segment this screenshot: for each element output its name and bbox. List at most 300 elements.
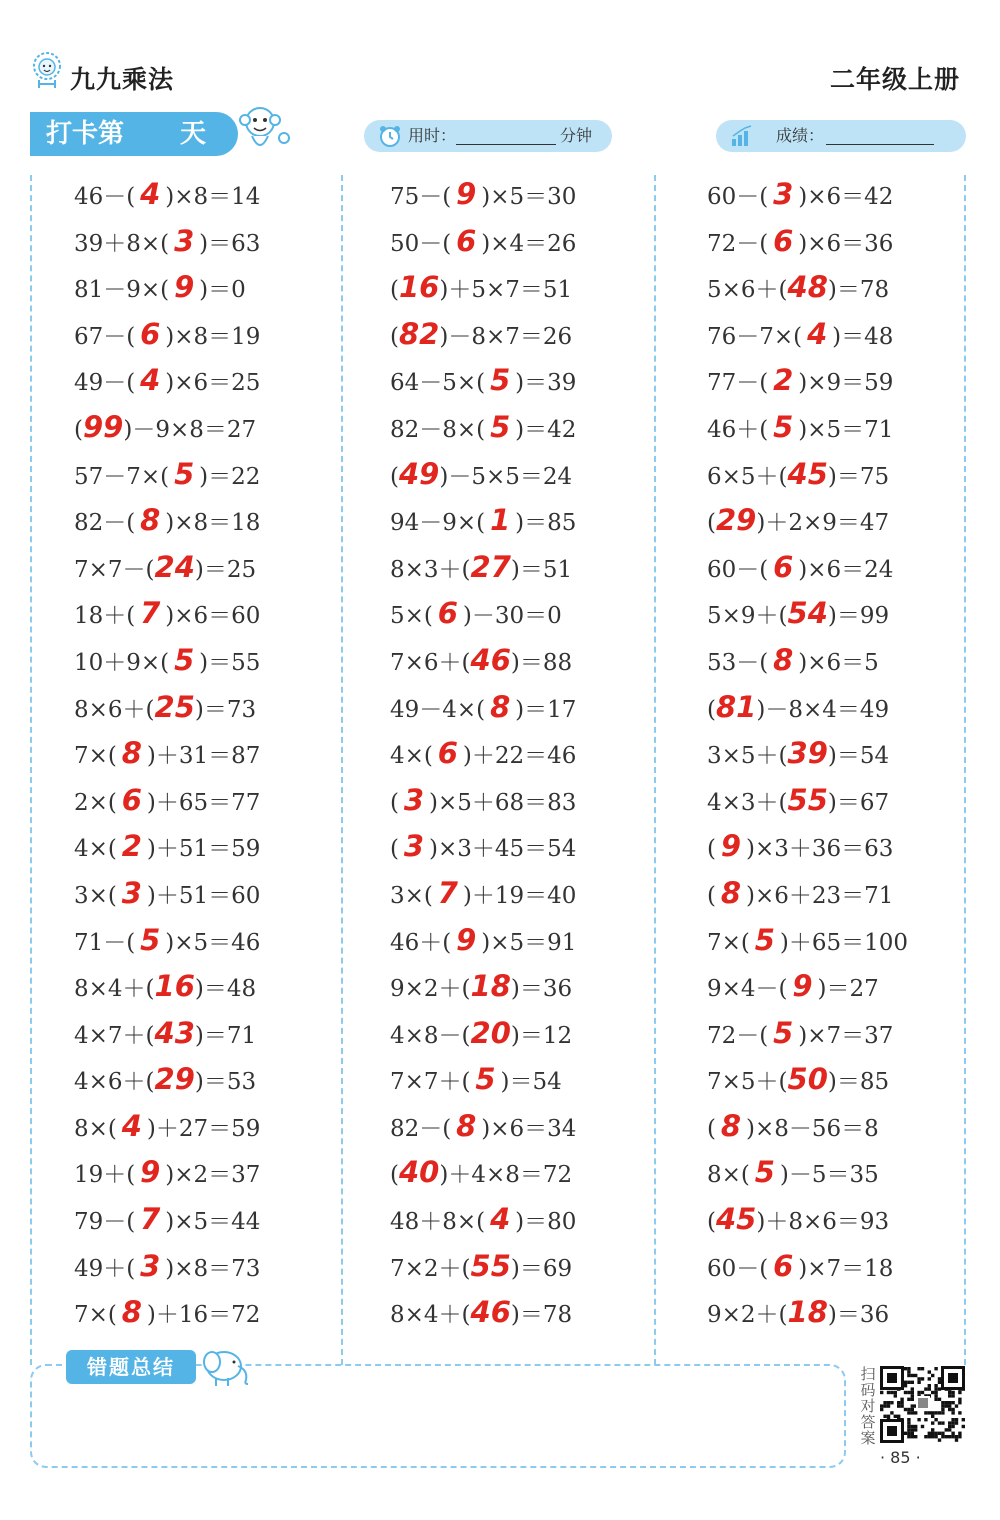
equation-suffix: )＝78 <box>827 277 890 304</box>
equation-row <box>707 544 1000 591</box>
equation-row <box>74 823 374 870</box>
equation-suffix: )＝80 <box>515 1209 577 1236</box>
equation-prefix: 60－( <box>707 184 769 210</box>
answer-blank[interactable]: 8 <box>121 736 142 771</box>
equation-suffix: )＋4×8＝72 <box>439 1162 573 1189</box>
equation-row <box>74 1149 374 1196</box>
equation-prefix: ( <box>390 1162 399 1189</box>
equation-suffix: )×6＝5 <box>798 649 879 676</box>
equation-row <box>74 497 374 544</box>
equation-suffix: )＝25 <box>194 556 257 583</box>
equation-suffix: )＝51 <box>510 556 573 583</box>
equation-suffix: )＝55 <box>199 649 261 676</box>
equation-suffix: )×6＝25 <box>165 370 261 397</box>
answer-blank[interactable]: 6 <box>121 782 142 817</box>
equation-row <box>390 357 690 404</box>
equation-prefix: 49－4×( <box>390 696 486 723</box>
equation-prefix: 8×4＋( <box>74 976 155 1003</box>
equation-row <box>707 1243 1000 1290</box>
answer-blank[interactable]: 8 <box>140 503 161 538</box>
equation-row <box>707 1103 1000 1150</box>
equation-row <box>390 917 690 964</box>
answer-blank[interactable]: 18 <box>470 969 511 1004</box>
equation-suffix: )－30＝0 <box>462 603 562 630</box>
equation-prefix: 5×( <box>390 603 433 630</box>
equation-prefix: ( <box>707 882 716 909</box>
equation-suffix: )＋51＝60 <box>146 882 261 909</box>
equation-prefix: 7×2＋( <box>390 1255 471 1282</box>
answer-blank[interactable]: 9 <box>174 270 195 305</box>
equation-prefix: ( <box>74 416 83 443</box>
equation-suffix: )＋31＝87 <box>146 743 261 770</box>
equation-row <box>390 171 690 218</box>
equation-prefix: ( <box>707 510 716 537</box>
answer-blank[interactable]: 8 <box>121 1295 142 1330</box>
equation-suffix: )＝71 <box>194 1022 257 1049</box>
equation-prefix: ( <box>707 1115 716 1142</box>
answer-blank[interactable]: 5 <box>490 363 511 398</box>
equation-suffix: )×3＋45＝54 <box>428 836 577 863</box>
equation-suffix: )＋51＝59 <box>146 836 261 863</box>
equation-row <box>74 1289 374 1336</box>
equation-suffix: )＋8×6＝93 <box>756 1209 890 1236</box>
answer-blank[interactable]: 20 <box>470 1015 511 1050</box>
equation-row <box>74 311 374 358</box>
equation-suffix: )×8＝19 <box>165 323 261 350</box>
answer-blank[interactable]: 99 <box>82 409 124 444</box>
answer-blank[interactable]: 50 <box>787 1062 828 1097</box>
answer-blank[interactable]: 55 <box>470 1248 511 1283</box>
answer-blank[interactable]: 2 <box>121 829 142 864</box>
equation-suffix: )＝48 <box>832 323 894 350</box>
equation-prefix: 46＋( <box>707 416 769 443</box>
equation-row <box>390 1243 690 1290</box>
answer-blank[interactable]: 9 <box>456 922 477 957</box>
equation-row <box>390 311 690 358</box>
clock-icon <box>378 125 402 147</box>
equation-prefix: 7×6＋( <box>390 649 471 676</box>
equation-prefix: 72－( <box>707 1022 769 1049</box>
page-title: 九九乘法 <box>70 65 175 94</box>
equation-row <box>74 777 374 824</box>
score-box <box>716 120 966 152</box>
equation-suffix: )＝99 <box>827 603 890 630</box>
equation-row <box>390 590 690 637</box>
score-field[interactable] <box>826 144 934 145</box>
equation-row <box>74 404 374 451</box>
equation-row <box>74 870 374 917</box>
mistake-summary-label: 错题总结 <box>66 1350 196 1384</box>
equation-row <box>707 1196 1000 1243</box>
equation-prefix: 64－5×( <box>390 370 486 397</box>
equation-suffix: )×7＝18 <box>798 1255 894 1282</box>
equation-suffix: )×5＝44 <box>165 1209 261 1236</box>
answer-blank[interactable]: 5 <box>754 922 775 957</box>
equation-suffix: )×9＝59 <box>798 370 894 397</box>
answer-blank[interactable]: 18 <box>787 1295 828 1330</box>
equation-row <box>390 1289 690 1336</box>
answer-blank[interactable]: 6 <box>773 549 794 584</box>
equation-row <box>390 730 690 777</box>
equation-suffix: )×2＝37 <box>165 1162 261 1189</box>
equation-suffix: )＝53 <box>194 1069 257 1096</box>
answer-blank[interactable]: 9 <box>792 969 813 1004</box>
answer-blank[interactable]: 4 <box>140 177 161 211</box>
answer-blank[interactable]: 43 <box>154 1015 195 1050</box>
equation-row <box>74 684 374 731</box>
answer-blank[interactable]: 5 <box>773 409 794 444</box>
equation-prefix: 8×6＋( <box>74 696 155 723</box>
checkin-day-label: 天 <box>180 119 207 149</box>
equation-prefix: 46＋( <box>390 929 452 956</box>
answer-blank[interactable]: 45 <box>715 1202 757 1237</box>
equation-row <box>707 777 1000 824</box>
equation-suffix: )×5＋68＝83 <box>428 789 577 816</box>
equation-row <box>390 264 690 311</box>
equation-suffix: )＝36 <box>510 976 573 1003</box>
answer-blank[interactable]: 4 <box>140 363 161 398</box>
answer-blank[interactable]: 5 <box>490 409 511 444</box>
answer-blank[interactable]: 3 <box>140 1248 161 1283</box>
answer-blank[interactable]: 40 <box>398 1155 440 1190</box>
answer-blank[interactable]: 9 <box>720 829 742 864</box>
equation-prefix: 8×4＋( <box>390 1302 471 1329</box>
equation-prefix: 5×9＋( <box>707 603 788 630</box>
answer-blank[interactable]: 6 <box>773 223 794 258</box>
equation-row <box>707 264 1000 311</box>
equation-prefix: ( <box>707 836 716 863</box>
equation-row <box>74 451 374 498</box>
equation-suffix: )＋22＝46 <box>462 743 577 770</box>
equation-suffix: )×5＝71 <box>798 416 894 443</box>
answer-blank[interactable]: 9 <box>140 1155 161 1190</box>
equation-suffix: )－9×8＝27 <box>123 416 257 443</box>
equation-prefix: ( <box>707 696 716 723</box>
equation-prefix: 48＋8×( <box>390 1209 486 1236</box>
equation-prefix: 60－( <box>707 556 769 583</box>
equation-row <box>707 823 1000 870</box>
answer-blank[interactable]: 6 <box>437 736 458 771</box>
equation-prefix: ( <box>390 463 399 490</box>
equation-prefix: 94－9×( <box>390 510 486 537</box>
equation-suffix: )＝63 <box>199 230 261 257</box>
equation-prefix: 8×3＋( <box>390 556 471 583</box>
frame-left-border <box>30 175 32 1365</box>
elephant-icon <box>198 1344 254 1388</box>
equation-row <box>707 1056 1000 1103</box>
equation-suffix: )＋16＝72 <box>146 1302 261 1329</box>
answer-blank[interactable]: 1 <box>490 503 511 538</box>
answer-blank[interactable]: 6 <box>437 596 458 631</box>
answer-blank[interactable]: 5 <box>754 1155 775 1190</box>
equation-prefix: ( <box>390 277 399 304</box>
answer-blank[interactable]: 6 <box>773 1248 794 1283</box>
answer-blank[interactable]: 6 <box>456 223 477 258</box>
equation-prefix: 57－7×( <box>74 463 170 490</box>
equation-row <box>390 451 690 498</box>
page-number: · 85 · <box>880 1448 921 1467</box>
equation-prefix: 18＋( <box>74 603 136 630</box>
answer-blank[interactable]: 16 <box>154 969 195 1004</box>
equation-row <box>390 1149 690 1196</box>
equation-suffix: )＝0 <box>199 277 246 304</box>
equation-suffix: )＝12 <box>510 1022 573 1049</box>
equation-prefix: 39＋8×( <box>74 230 170 257</box>
equation-row <box>707 870 1000 917</box>
answer-blank[interactable]: 3 <box>121 875 142 910</box>
equation-prefix: 81－9×( <box>74 277 170 304</box>
equation-column-2 <box>390 171 690 1336</box>
equation-prefix: 76－7×( <box>707 323 803 350</box>
equation-row <box>74 1196 374 1243</box>
equation-suffix: )＝39 <box>515 370 577 397</box>
equation-suffix: )×5＝91 <box>481 929 577 956</box>
answer-blank[interactable]: 8 <box>773 642 794 677</box>
equation-suffix: )＋5×7＝51 <box>439 277 573 304</box>
equation-suffix: )×6＝36 <box>798 230 894 257</box>
equation-prefix: 8×( <box>707 1162 750 1189</box>
answer-blank[interactable]: 3 <box>403 829 425 864</box>
equation-row <box>74 544 374 591</box>
equation-prefix: 4×7＋( <box>74 1022 155 1049</box>
answer-blank[interactable]: 8 <box>720 1108 742 1143</box>
equation-row <box>707 1289 1000 1336</box>
equation-row <box>390 963 690 1010</box>
equation-suffix: )＋65＝100 <box>779 929 909 956</box>
equation-suffix: )＝78 <box>510 1302 573 1329</box>
equation-row <box>390 1056 690 1103</box>
equation-suffix: )＝85 <box>827 1069 890 1096</box>
equation-suffix: )×8＝73 <box>165 1255 261 1282</box>
equation-suffix: )×6＝34 <box>481 1115 577 1142</box>
equation-row <box>74 1010 374 1057</box>
answer-blank[interactable]: 7 <box>437 875 458 910</box>
answer-blank[interactable]: 25 <box>154 689 195 724</box>
equation-suffix: )×8＝18 <box>165 510 261 537</box>
equation-suffix: )－5＝35 <box>779 1162 879 1189</box>
checkin-label: 打卡第 <box>46 119 125 149</box>
scan-answer-label: 扫码对答案 <box>860 1365 876 1447</box>
equation-suffix: )＋27＝59 <box>146 1115 261 1142</box>
answer-blank[interactable]: 7 <box>140 596 161 631</box>
equation-row <box>390 637 690 684</box>
answer-blank[interactable]: 45 <box>787 456 828 491</box>
time-label: 用时： <box>408 126 457 145</box>
equation-suffix: )＝67 <box>827 789 890 816</box>
answer-blank[interactable]: 4 <box>490 1202 511 1237</box>
equation-prefix: 77－( <box>707 370 769 397</box>
answer-blank[interactable]: 81 <box>715 689 757 724</box>
answer-blank[interactable]: 54 <box>787 596 828 631</box>
equation-prefix: 5×6＋( <box>707 277 788 304</box>
answer-blank[interactable]: 3 <box>174 223 195 258</box>
equation-row <box>390 1103 690 1150</box>
equation-row <box>390 218 690 265</box>
answer-blank[interactable]: 2 <box>773 363 794 398</box>
equation-prefix: 6×5＋( <box>707 463 788 490</box>
equation-suffix: )×6＝24 <box>798 556 894 583</box>
equation-row <box>390 684 690 731</box>
equation-row <box>390 1196 690 1243</box>
equation-row <box>707 171 1000 218</box>
time-field[interactable] <box>456 144 556 145</box>
equation-suffix: )×7＝37 <box>798 1022 894 1049</box>
equation-row <box>74 1243 374 1290</box>
equation-prefix: 49＋( <box>74 1255 136 1282</box>
equation-column-1 <box>74 171 374 1336</box>
equation-suffix: )－5×5＝24 <box>439 463 573 490</box>
equation-prefix: 49－( <box>74 370 136 397</box>
equation-row <box>707 730 1000 777</box>
answer-blank[interactable]: 46 <box>470 642 511 677</box>
equation-row <box>74 218 374 265</box>
equation-suffix: )＝27 <box>817 976 879 1003</box>
answer-blank[interactable]: 82 <box>398 316 440 351</box>
equation-suffix: )＝73 <box>194 696 257 723</box>
equation-suffix: )×6＝60 <box>165 603 261 630</box>
answer-blank[interactable]: 46 <box>470 1295 511 1330</box>
answer-blank[interactable]: 39 <box>787 736 828 771</box>
equation-prefix: 4×3＋( <box>707 789 788 816</box>
equation-row <box>390 777 690 824</box>
equation-suffix: )＝22 <box>199 463 261 490</box>
time-unit: 分钟 <box>560 126 593 145</box>
equation-prefix: 82－8×( <box>390 416 486 443</box>
equation-row <box>707 1010 1000 1057</box>
equation-prefix: 9×2＋( <box>390 976 471 1003</box>
equation-row <box>74 590 374 637</box>
answer-blank[interactable]: 29 <box>154 1062 195 1097</box>
answer-blank[interactable]: 16 <box>398 270 440 305</box>
equation-suffix: )＝17 <box>515 696 577 723</box>
equation-suffix: )＋65＝77 <box>146 789 261 816</box>
equation-row <box>74 264 374 311</box>
equation-row <box>707 917 1000 964</box>
equation-suffix: )×4＝26 <box>481 230 577 257</box>
answer-blank[interactable]: 7 <box>140 1202 161 1237</box>
equation-suffix: )＋2×9＝47 <box>756 510 890 537</box>
equation-row <box>74 1103 374 1150</box>
answer-blank[interactable]: 6 <box>140 316 161 351</box>
equation-prefix: 4×( <box>74 836 117 863</box>
equation-suffix: )×3＋36＝63 <box>745 836 894 863</box>
equation-prefix: 10＋9×( <box>74 649 170 676</box>
equation-suffix: )＝69 <box>510 1255 573 1282</box>
equation-row <box>390 1010 690 1057</box>
equation-row <box>707 637 1000 684</box>
equation-suffix: )×5＝46 <box>165 929 261 956</box>
equation-row <box>707 218 1000 265</box>
equation-suffix: )＝75 <box>827 463 890 490</box>
equation-row <box>74 1056 374 1103</box>
equation-suffix: )＝88 <box>510 649 573 676</box>
answer-blank[interactable]: 5 <box>773 1015 794 1050</box>
equation-row <box>390 497 690 544</box>
answer-blank[interactable]: 27 <box>470 549 511 584</box>
equation-row <box>74 917 374 964</box>
equation-column-3 <box>707 171 1000 1336</box>
equation-row <box>74 171 374 218</box>
equation-prefix: 9×4－( <box>707 976 788 1003</box>
equation-row <box>390 544 690 591</box>
answer-blank[interactable]: 8 <box>490 689 511 724</box>
answer-blank[interactable]: 5 <box>140 922 161 957</box>
score-label: 成绩： <box>776 126 825 145</box>
equation-prefix: ( <box>390 836 399 863</box>
answer-blank[interactable]: 48 <box>787 270 828 305</box>
answer-blank[interactable]: 8 <box>720 875 742 910</box>
answer-blank[interactable]: 4 <box>807 316 828 351</box>
chart-bars-icon <box>730 125 754 147</box>
equation-row <box>74 730 374 777</box>
answer-blank[interactable]: 29 <box>715 503 757 538</box>
equation-prefix: 4×8－( <box>390 1022 471 1049</box>
equation-suffix: )＝42 <box>515 416 577 443</box>
answer-blank[interactable]: 55 <box>787 782 828 817</box>
answer-blank[interactable]: 5 <box>174 642 195 677</box>
grade-label: 二年级上册 <box>829 65 960 94</box>
equation-row <box>707 451 1000 498</box>
answer-blank[interactable]: 8 <box>456 1108 477 1143</box>
equation-prefix: ( <box>390 789 399 816</box>
equation-prefix: 79－( <box>74 1209 136 1236</box>
equation-prefix: 7×7＋( <box>390 1069 471 1096</box>
equation-prefix: 72－( <box>707 230 769 257</box>
answer-blank[interactable]: 4 <box>121 1108 142 1143</box>
equation-suffix: )×6＋23＝71 <box>745 882 894 909</box>
answer-blank[interactable]: 24 <box>154 549 195 584</box>
answer-blank[interactable]: 3 <box>773 177 794 211</box>
equation-prefix: 67－( <box>74 323 136 350</box>
equation-row <box>74 963 374 1010</box>
equation-suffix: )×5＝30 <box>481 184 577 210</box>
equation-suffix: )＝36 <box>827 1302 890 1329</box>
equation-suffix: )×8－56＝8 <box>745 1115 879 1142</box>
equation-prefix: 7×7－( <box>74 556 155 583</box>
equation-prefix: 3×5＋( <box>707 743 788 770</box>
equation-prefix: 7×( <box>74 743 117 770</box>
answer-blank[interactable]: 3 <box>403 782 425 817</box>
equation-suffix: )－8×7＝26 <box>439 323 573 350</box>
equation-row <box>707 684 1000 731</box>
answer-blank[interactable]: 5 <box>174 456 195 491</box>
answer-blank[interactable]: 49 <box>398 456 440 491</box>
equation-row <box>707 357 1000 404</box>
equation-prefix: ( <box>707 1209 716 1236</box>
equation-prefix: 46－( <box>74 184 136 210</box>
equation-suffix: )×6＝42 <box>798 184 894 210</box>
answer-blank[interactable]: 5 <box>475 1062 496 1097</box>
answer-blank[interactable]: 9 <box>456 177 477 211</box>
equation-row <box>390 823 690 870</box>
equation-prefix: 3×( <box>390 882 433 909</box>
equation-prefix: 75－( <box>390 184 452 210</box>
equation-prefix: 4×( <box>390 743 433 770</box>
equation-row <box>74 637 374 684</box>
equation-prefix: 19＋( <box>74 1162 136 1189</box>
equation-row <box>390 870 690 917</box>
equation-suffix: )＋19＝40 <box>462 882 577 909</box>
equation-prefix: 9×2＋( <box>707 1302 788 1329</box>
equation-row <box>74 357 374 404</box>
qr-code-icon[interactable] <box>880 1366 966 1444</box>
equation-prefix: 3×( <box>74 882 117 909</box>
equation-row <box>707 497 1000 544</box>
equation-prefix: 8×( <box>74 1115 117 1142</box>
time-box <box>364 120 612 152</box>
equation-prefix: 7×( <box>707 929 750 956</box>
equation-prefix: 82－( <box>390 1115 452 1142</box>
